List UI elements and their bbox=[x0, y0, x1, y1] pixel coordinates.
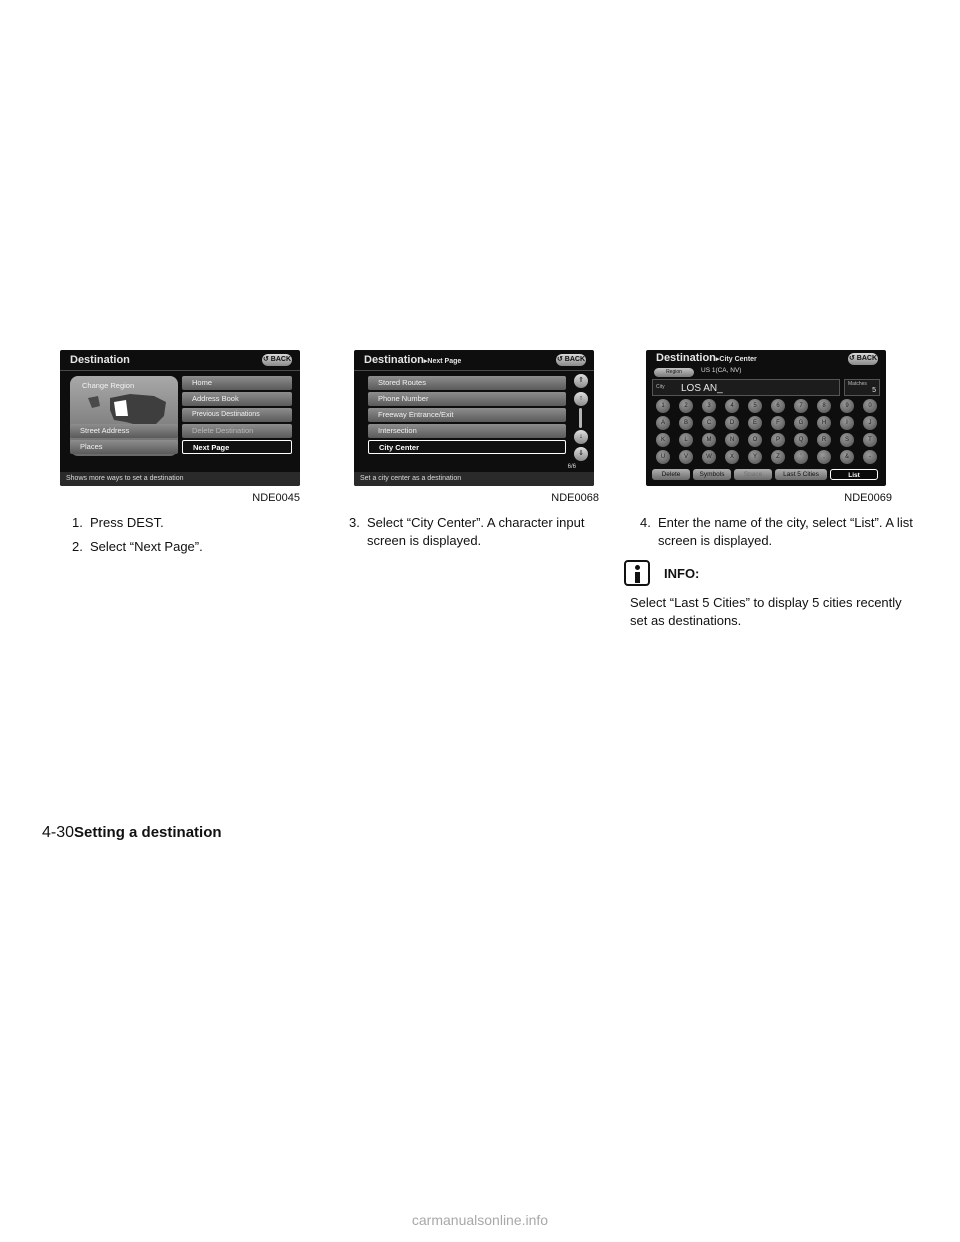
scroll-down-icon[interactable]: ↓ bbox=[574, 430, 588, 444]
key-symbol[interactable]: . bbox=[817, 450, 831, 464]
matches-box bbox=[844, 379, 880, 396]
back-arrow-icon: ↺ bbox=[556, 356, 563, 363]
page-number: 4-30 bbox=[42, 824, 75, 841]
key-z[interactable]: Z bbox=[771, 450, 785, 464]
key-4[interactable]: 4 bbox=[725, 399, 739, 413]
key-n[interactable]: N bbox=[725, 433, 739, 447]
scroll-up-icon[interactable]: ↑ bbox=[574, 392, 588, 406]
status-bar: Shows more ways to set a destination bbox=[60, 472, 300, 486]
key-l[interactable]: L bbox=[679, 433, 693, 447]
matches-label: Matches bbox=[848, 381, 867, 387]
page-footer bbox=[42, 824, 222, 842]
key-5[interactable]: 5 bbox=[748, 399, 762, 413]
key-6[interactable]: 6 bbox=[771, 399, 785, 413]
divider bbox=[354, 370, 594, 371]
step-number: 3. bbox=[349, 515, 360, 530]
figure-city-center-input bbox=[646, 350, 886, 486]
key-2[interactable]: 2 bbox=[679, 399, 693, 413]
city-input[interactable] bbox=[652, 379, 840, 396]
phone-number-button[interactable]: Phone Number bbox=[368, 392, 566, 406]
key-y[interactable]: Y bbox=[748, 450, 762, 464]
key-c[interactable]: C bbox=[702, 416, 716, 430]
key-x[interactable]: X bbox=[725, 450, 739, 464]
key-k[interactable]: K bbox=[656, 433, 670, 447]
key-a[interactable]: A bbox=[656, 416, 670, 430]
info-icon bbox=[624, 560, 650, 586]
list-button[interactable]: List bbox=[830, 469, 878, 480]
step-text: Press DEST. bbox=[90, 515, 164, 530]
key-o[interactable]: O bbox=[748, 433, 762, 447]
key-w[interactable]: W bbox=[702, 450, 716, 464]
screen-title: Destination bbox=[70, 354, 130, 366]
info-body: Select “Last 5 Cities” to display 5 cities recently set as destinations. bbox=[630, 595, 902, 628]
symbols-button[interactable]: Symbols bbox=[693, 469, 731, 480]
figure-code: NDE0069 bbox=[844, 492, 892, 504]
step-4 bbox=[630, 514, 920, 550]
back-button[interactable]: ↺ BACK bbox=[262, 354, 292, 366]
screen-subtitle: City Center bbox=[719, 356, 757, 363]
next-page-button[interactable]: Next Page bbox=[182, 440, 292, 454]
places-button[interactable]: Places bbox=[70, 440, 178, 454]
status-bar: Set a city center as a destination bbox=[354, 472, 594, 486]
city-label: City bbox=[656, 384, 665, 390]
key-d[interactable]: D bbox=[725, 416, 739, 430]
change-region-label: Change Region bbox=[82, 381, 135, 390]
page-indicator: 6/6 bbox=[567, 464, 576, 470]
home-button[interactable]: Home bbox=[182, 376, 292, 390]
key-i[interactable]: I bbox=[840, 416, 854, 430]
region-button[interactable]: Region bbox=[654, 368, 694, 377]
key-e[interactable]: E bbox=[748, 416, 762, 430]
step-1 bbox=[50, 514, 300, 532]
column-2 bbox=[349, 350, 599, 556]
info-header bbox=[624, 560, 880, 586]
stored-routes-button[interactable]: Stored Routes bbox=[368, 376, 566, 390]
figure-code: NDE0068 bbox=[551, 492, 599, 504]
step-text: Select “City Center”. A character input screen is displayed. bbox=[367, 515, 585, 548]
figure-destination-menu bbox=[60, 350, 300, 486]
freeway-entrance-exit-button[interactable]: Freeway Entrance/Exit bbox=[368, 408, 566, 422]
key-7[interactable]: 7 bbox=[794, 399, 808, 413]
watermark: carmanualsonline.info bbox=[411, 1212, 549, 1228]
scroll-top-icon[interactable]: ⇑ bbox=[574, 374, 588, 388]
key-v[interactable]: V bbox=[679, 450, 693, 464]
screen-subtitle: Next Page bbox=[427, 358, 462, 365]
key-0[interactable]: 0 bbox=[863, 399, 877, 413]
steps-list bbox=[349, 514, 599, 550]
last-5-cities-button[interactable]: Last 5 Cities bbox=[775, 469, 827, 480]
key-q[interactable]: Q bbox=[794, 433, 808, 447]
scrollbar-track[interactable] bbox=[579, 408, 582, 428]
previous-destinations-button[interactable]: Previous Destinations bbox=[182, 408, 292, 422]
key-b[interactable]: B bbox=[679, 416, 693, 430]
space-button[interactable]: Space bbox=[734, 469, 772, 480]
screen-title: Destination▸City Center bbox=[656, 352, 757, 364]
city-center-button[interactable]: City Center bbox=[368, 440, 566, 454]
key-s[interactable]: S bbox=[840, 433, 854, 447]
step-number: 1. bbox=[72, 515, 83, 530]
matches-count: 5 bbox=[872, 387, 876, 394]
steps-list bbox=[630, 514, 913, 550]
back-arrow-icon: ↺ bbox=[848, 355, 855, 362]
key-symbol[interactable]: - bbox=[863, 450, 877, 464]
region-value: US 1(CA, NV) bbox=[701, 367, 742, 374]
step-text: Select “Next Page”. bbox=[90, 539, 203, 554]
key-t[interactable]: T bbox=[863, 433, 877, 447]
address-book-button[interactable]: Address Book bbox=[182, 392, 292, 406]
divider bbox=[60, 370, 300, 371]
city-value: LOS AN_ bbox=[681, 383, 723, 394]
key-symbol[interactable]: & bbox=[840, 450, 854, 464]
delete-destination-button[interactable]: Delete Destination bbox=[182, 424, 292, 438]
key-m[interactable]: M bbox=[702, 433, 716, 447]
back-arrow-icon: ↺ bbox=[262, 356, 269, 363]
key-f[interactable]: F bbox=[771, 416, 785, 430]
step-3 bbox=[349, 514, 599, 550]
key-u[interactable]: U bbox=[656, 450, 670, 464]
key-3[interactable]: 3 bbox=[702, 399, 716, 413]
figure-code: NDE0045 bbox=[252, 492, 300, 504]
key-8[interactable]: 8 bbox=[817, 399, 831, 413]
key-j[interactable]: J bbox=[863, 416, 877, 430]
back-button[interactable]: ↺ BACK bbox=[556, 354, 586, 366]
steps-list bbox=[50, 514, 300, 556]
step-number: 2. bbox=[72, 539, 83, 554]
key-h[interactable]: H bbox=[817, 416, 831, 430]
key-9[interactable]: 9 bbox=[840, 399, 854, 413]
scroll-bottom-icon[interactable]: ⇓ bbox=[574, 447, 588, 461]
key-symbol[interactable]: ' bbox=[794, 450, 808, 464]
column-1 bbox=[50, 350, 300, 562]
back-button[interactable]: ↺ BACK bbox=[848, 353, 878, 365]
key-p[interactable]: P bbox=[771, 433, 785, 447]
step-text: Enter the name of the city, select “List”. A list screen is displayed. bbox=[658, 515, 913, 548]
key-r[interactable]: R bbox=[817, 433, 831, 447]
figure-next-page-menu bbox=[354, 350, 594, 486]
section-title: Setting a destination bbox=[74, 824, 222, 841]
info-title: INFO: bbox=[664, 565, 700, 581]
intersection-button[interactable]: Intersection bbox=[368, 424, 566, 438]
screen-title: Destination▸Next Page bbox=[364, 354, 462, 366]
step-2 bbox=[50, 538, 300, 556]
delete-button[interactable]: Delete bbox=[652, 469, 690, 480]
column-3 bbox=[630, 350, 913, 630]
key-g[interactable]: G bbox=[794, 416, 808, 430]
street-address-button[interactable]: Street Address bbox=[70, 424, 178, 438]
key-1[interactable]: 1 bbox=[656, 399, 670, 413]
step-number: 4. bbox=[640, 515, 651, 530]
